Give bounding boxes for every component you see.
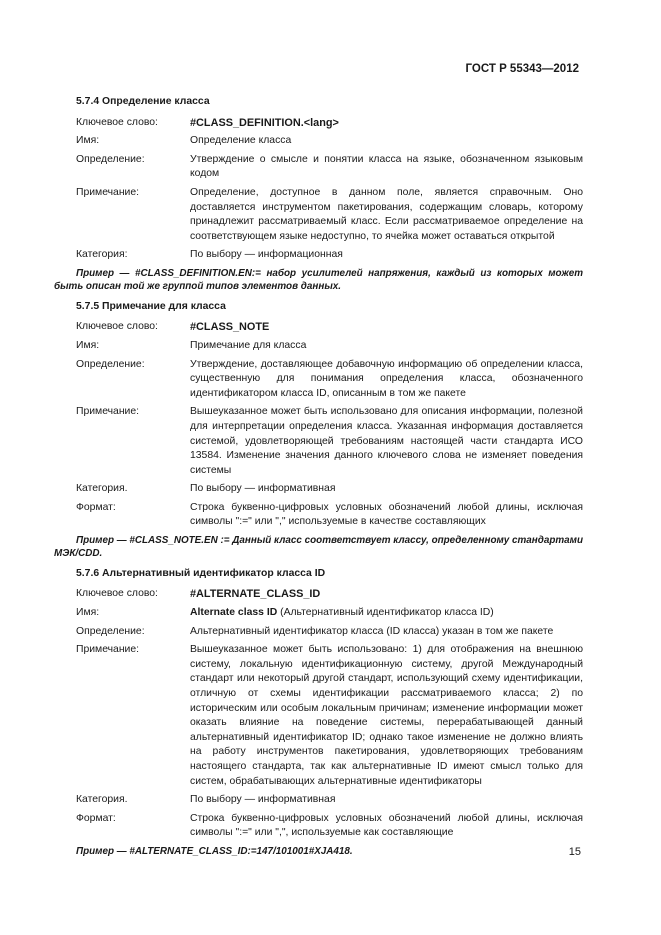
example-text: Пример — #ALTERNATE_CLASS_ID:=147/101001#XJA418. [76, 845, 353, 857]
category-label: Категория: [76, 249, 128, 261]
name-row [54, 606, 583, 621]
format-label: Формат: [76, 501, 116, 513]
keyword-row [54, 116, 583, 131]
name-value [190, 606, 583, 621]
category-row [54, 482, 583, 497]
keyword-value: #CLASS_DEFINITION.<lang> [190, 116, 339, 129]
definition-row [54, 625, 583, 640]
format-value: Строка буквенно-цифровых условных обозначений любой длины, исключая символы ":=" или ",", используемые как составляющие [190, 812, 583, 839]
keyword-label: Ключевое слово: [76, 321, 158, 333]
format-row [54, 812, 583, 841]
example-text: Пример — #CLASS_DEFINITION.EN:= набор усилителей напряжения, каждый из которых может быть описан той же группой типов элементов данных. [54, 267, 583, 293]
note-row [54, 405, 583, 478]
keyword-row [54, 320, 583, 335]
section-heading: 5.7.6 Альтернативный идентификатор класса ID [76, 567, 326, 579]
category-value: По выбору — информативная [190, 794, 336, 806]
category-label: Категория. [76, 794, 128, 806]
definition-label: Определение: [76, 358, 145, 370]
keyword-label: Ключевое слово: [76, 116, 158, 128]
document-header: ГОСТ Р 55343—2012 [465, 63, 579, 75]
example-text: Пример — #CLASS_NOTE.EN := Данный класс соответствует классу, определенному стандартами МЭК/CDD. [54, 535, 583, 560]
note-value: Вышеуказанное может быть использовано для описания информации, полезной для интерпретации определения класса. Указанная информация доставляется системой, удовлетворяющей требованиям настоящей части стандарта ИСО 13584. Изменение значения данного ключевого слова не изменяет поведения системы [190, 406, 583, 476]
keyword-row [54, 587, 583, 602]
definition-row [54, 153, 583, 182]
note-row [54, 643, 583, 789]
definition-value: Утверждение о смысле и понятии класса на языке, обозначенном языковым кодом [190, 153, 583, 180]
section-heading: 5.7.4 Определение класса [76, 96, 210, 107]
keyword-value: #CLASS_NOTE [190, 321, 270, 334]
note-value: Определение, доступное в данном поле, является справочным. Оно доставляется инструментом пакетирования, содержащим словарь, которому принадлежит рассматриваемый класс. Если рассматриваемое определение на соответствующем языке недоступно, то ячейка может оставаться открытой [190, 186, 583, 242]
category-value: По выбору — информативная [190, 483, 336, 495]
name-value: Определение класса [190, 135, 292, 147]
format-value: Строка буквенно-цифровых условных обозначений любой длины, исключая символы ":=" или "," используемые в качестве составляющих [190, 501, 583, 528]
note-label: Примечание: [76, 406, 140, 418]
name-value-bold: Alternate class ID [190, 607, 278, 619]
section-5-7-4 [54, 95, 583, 294]
definition-value: Альтернативный идентификатор класса (ID класса) указан в том же пакете [190, 625, 554, 637]
note-label: Примечание: [76, 186, 140, 198]
format-label: Формат: [76, 812, 116, 824]
category-value: По выбору — информационная [190, 249, 343, 261]
category-row [54, 793, 583, 808]
keyword-label: Ключевое слово: [76, 588, 158, 600]
definition-label: Определение: [76, 625, 145, 637]
name-value: Примечание для класса [190, 339, 307, 351]
name-label: Имя: [76, 607, 100, 619]
category-label: Категория. [76, 483, 128, 495]
section-5-7-5 [54, 300, 583, 561]
category-row [54, 248, 583, 263]
note-label: Примечание: [76, 644, 140, 656]
note-row [54, 186, 583, 244]
section-heading: 5.7.5 Примечание для класса [76, 300, 226, 312]
keyword-value: #ALTERNATE_CLASS_ID [190, 588, 321, 601]
name-value-rest: (Альтернативный идентификатор класса ID) [277, 607, 494, 619]
format-row [54, 501, 583, 530]
page-number: 15 [568, 846, 581, 858]
name-label: Имя: [76, 339, 100, 351]
name-row [54, 134, 583, 149]
section-5-7-6 [54, 567, 583, 859]
document-body [54, 95, 583, 864]
name-label: Имя: [76, 135, 100, 147]
definition-row [54, 358, 583, 402]
note-value: Вышеуказанное может быть использовано: 1) для отображения на внешнюю систему, локальную идентификационную систему, другой Международный стандарт или некоторый другой стандарт, использующий схему идентификации, отличную от схемы идентификации рассматриваемого класса; 2) по историческим или особым локальным причинам; изменение информации может оказать влияние на поведение системы, перерабатывающей данный альтернативный идентификатор ID; однако такое изменение не должно влиять на работу инструментов пакетирования, удовлетворяющих требованиям настоящего стандарта, так как альтернативные ID имеют смысл только для систем, обрабатывающих альтернативные идентификаторы [190, 644, 583, 787]
definition-label: Определение: [76, 153, 145, 165]
definition-value: Утверждение, доставляющее добавочную информацию об определении класса, существенную для понимания определения класса, обозначенного идентификатором класса ID, описанным в том же пакете [190, 358, 583, 399]
name-row [54, 339, 583, 354]
